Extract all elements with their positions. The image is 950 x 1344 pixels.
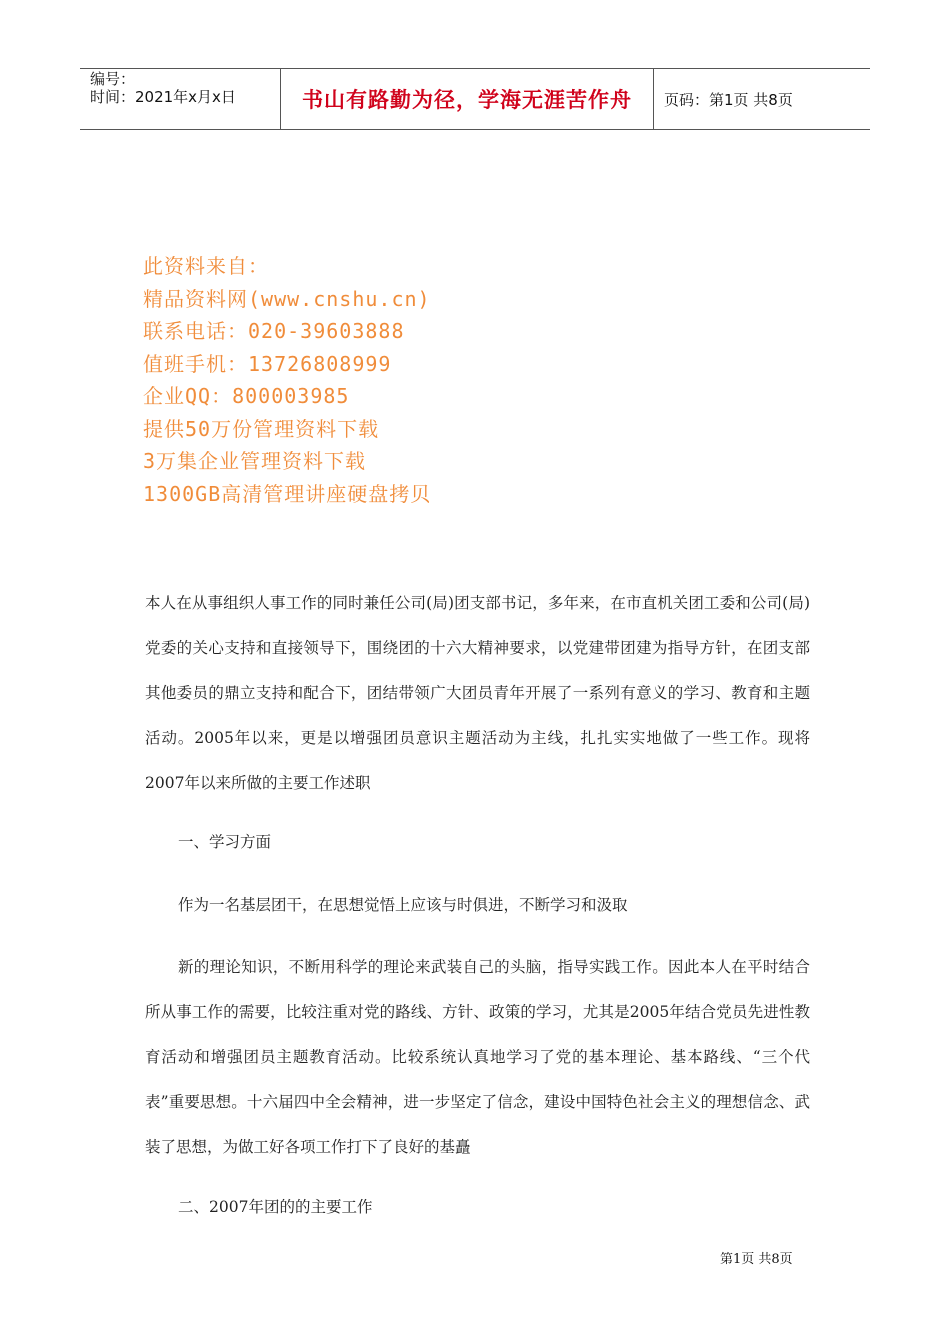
promo-line: 值班手机：13726808999 [143, 351, 392, 376]
promo-line: 联系电话：020-39603888 [143, 319, 405, 343]
section1-heading-block [145, 820, 810, 865]
header-page-code: 页码：第1页 共8页 [664, 90, 793, 109]
section1-p2-block [145, 945, 810, 1170]
section1-p1-block [145, 883, 810, 928]
page-footer: 第1页 共8页 [720, 1252, 793, 1267]
header-motto: 书山有路勤为径，学海无涯苦作舟 [302, 88, 632, 112]
promo-line: 1300GB高清管理讲座硬盘拷贝 [143, 481, 432, 506]
promo-line: 此资料来自： [143, 254, 269, 278]
document-number-label: 编号： [90, 70, 136, 88]
promo-line: 企业QQ：800003985 [143, 384, 350, 408]
intro-paragraph: 本人在从事组织人事工作的同时兼任公司(局)团支部书记，多年来，在市直机关团工委和公司(局)党委的关心支持和直接领导下，围绕团的十六大精神要求，以党建带团建为指导方针，在团支部其他委员的鼎立支持和配合下，团结带领广大团员青年开展了一系列有意义的学习、教育和主题活动。2005年以来，更是以增强团员意识主题活动为主线，扎扎实实地做了一些工作。现将2007年以来所做的主要工作述职 [145, 594, 810, 792]
document-time-label: 时间：2021年x月x日 [90, 88, 236, 106]
section1-paragraph-2: 新的理论知识，不断用科学的理论来武装自己的头脑，指导实践工作。因此本人在平时结合所从事工作的需要，比较注重对党的路线、方针、政策的学习，尤其是2005年结合党员先进性教育活动和增强团员主题教育活动。比较系统认真地学习了党的基本理论、基本路线、“三个代表”重要思想。十六届四中全会精神，进一步坚定了信念，建设中国特色社会主义的理想信念、武装了思想，为做工好各项工作打下了良好的基矗 [145, 958, 810, 1156]
document-header [80, 68, 870, 130]
section2-heading: 二、2007年团的的主要工作 [178, 1198, 373, 1216]
header-motto-cell [281, 69, 654, 129]
header-page-cell [654, 69, 870, 129]
section2-heading-block [145, 1185, 810, 1230]
promo-line: 提供50万份管理资料下载 [143, 416, 380, 441]
promo-line: 精品资料网(www.cnshu.cn) [143, 286, 431, 311]
header-meta-cell [80, 69, 281, 129]
promo-block [143, 250, 431, 510]
promo-line: 3万集企业管理资料下载 [143, 449, 367, 473]
section1-heading: 一、学习方面 [178, 833, 272, 851]
section1-paragraph-1: 作为一名基层团干，在思想觉悟上应该与时俱进，不断学习和汲取 [178, 896, 628, 914]
intro-paragraph-block [145, 581, 810, 806]
